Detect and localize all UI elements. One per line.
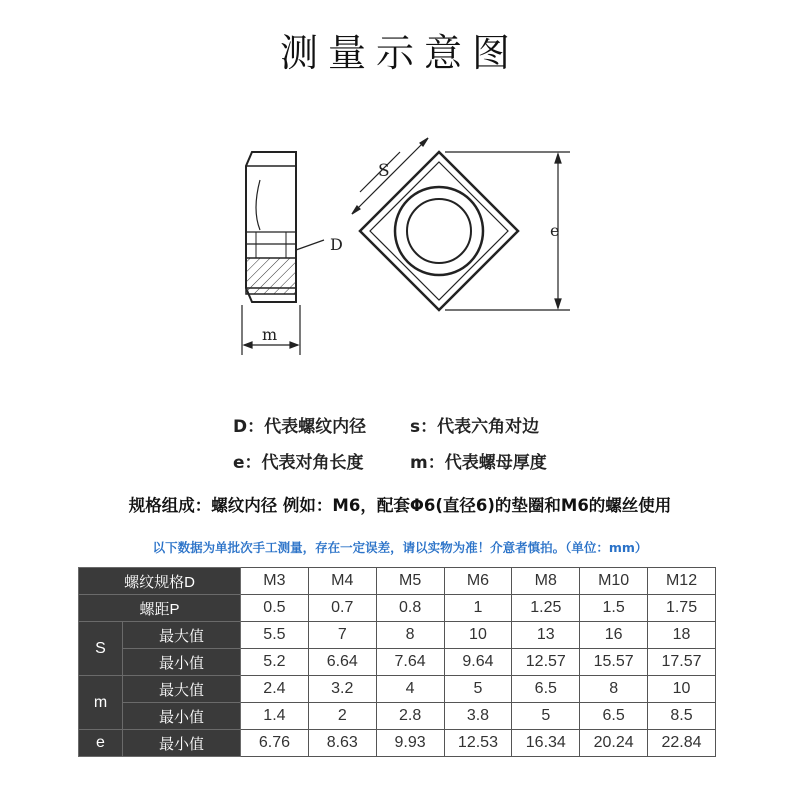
e-min-cell: 16.34: [512, 730, 580, 757]
m-max-cell: 10: [648, 676, 716, 703]
label-e: e: [550, 221, 560, 240]
m-max-label: 最大值: [123, 676, 241, 703]
nut-side-view: [246, 152, 296, 302]
m-max-cell: 8: [580, 676, 648, 703]
spec-table: [78, 567, 716, 757]
s-max-cell: 10: [444, 622, 512, 649]
m-max-cell: 5: [444, 676, 512, 703]
legend-s: s：代表六角对边: [410, 417, 540, 437]
table-row-s-min: [79, 649, 716, 676]
pitch-cell: 1.25: [512, 595, 580, 622]
pitch-cell: 1.5: [580, 595, 648, 622]
label-S: S: [378, 161, 390, 181]
s-min-cell: 5.2: [241, 649, 309, 676]
s-max-cell: 5.5: [241, 622, 309, 649]
size-cell: M8: [512, 568, 580, 595]
e-min-cell: 6.76: [241, 730, 309, 757]
e-min-cell: 20.24: [580, 730, 648, 757]
legend-e: e：代表对角长度: [233, 453, 364, 473]
nut-measurement-diagram: [200, 110, 600, 370]
m-min-cell: 8.5: [648, 703, 716, 730]
s-max-cell: 7: [308, 622, 376, 649]
group-S: S: [79, 622, 123, 676]
size-cell: M6: [444, 568, 512, 595]
pitch-cell: 1: [444, 595, 512, 622]
s-min-cell: 9.64: [444, 649, 512, 676]
pitch-cell: 0.8: [376, 595, 444, 622]
e-min-cell: 12.53: [444, 730, 512, 757]
pitch-label: 螺距P: [79, 595, 241, 622]
group-e: e: [79, 730, 123, 757]
table-row-size: [79, 568, 716, 595]
m-max-cell: 4: [376, 676, 444, 703]
size-cell: M12: [648, 568, 716, 595]
s-max-label: 最大值: [123, 622, 241, 649]
table-row-e-min: [79, 730, 716, 757]
size-cell: M3: [241, 568, 309, 595]
pitch-cell: 0.7: [308, 595, 376, 622]
table-row-s-max: [79, 622, 716, 649]
spec-description: 规格组成：螺纹内径 例如：M6，配套Φ6(直径6)的垫圈和M6的螺丝使用: [128, 496, 672, 515]
legend-m: m：代表螺母厚度: [410, 453, 547, 473]
s-max-cell: 18: [648, 622, 716, 649]
page-title: 测量示意图: [279, 31, 520, 75]
m-max-cell: 6.5: [512, 676, 580, 703]
s-min-cell: 6.64: [308, 649, 376, 676]
m-min-cell: 5: [512, 703, 580, 730]
m-min-cell: 2: [308, 703, 376, 730]
s-max-cell: 16: [580, 622, 648, 649]
legend-D: D：代表螺纹内径: [233, 417, 367, 437]
e-min-cell: 9.93: [376, 730, 444, 757]
label-D: D: [330, 235, 343, 254]
s-min-cell: 7.64: [376, 649, 444, 676]
e-min-cell: 22.84: [648, 730, 716, 757]
s-min-cell: 12.57: [512, 649, 580, 676]
s-min-cell: 15.57: [580, 649, 648, 676]
table-row-pitch: [79, 595, 716, 622]
size-cell: M5: [376, 568, 444, 595]
m-max-cell: 3.2: [308, 676, 376, 703]
m-max-cell: 2.4: [241, 676, 309, 703]
size-cell: M10: [580, 568, 648, 595]
group-m: m: [79, 676, 123, 730]
size-cell: M4: [308, 568, 376, 595]
s-min-label: 最小值: [123, 649, 241, 676]
m-min-cell: 2.8: [376, 703, 444, 730]
s-max-cell: 8: [376, 622, 444, 649]
e-min-cell: 8.63: [308, 730, 376, 757]
m-min-label: 最小值: [123, 703, 241, 730]
header-size-label: 螺纹规格D: [79, 568, 241, 595]
table-row-m-min: [79, 703, 716, 730]
m-min-cell: 6.5: [580, 703, 648, 730]
table-row-m-max: [79, 676, 716, 703]
s-max-cell: 13: [512, 622, 580, 649]
s-min-cell: 17.57: [648, 649, 716, 676]
m-min-cell: 3.8: [444, 703, 512, 730]
e-min-label: 最小值: [123, 730, 241, 757]
label-m: m: [262, 325, 278, 344]
measurement-note: 以下数据为单批次手工测量，存在一定误差，请以实物为准！介意者慎拍。（单位：mm）: [152, 540, 648, 555]
m-min-cell: 1.4: [241, 703, 309, 730]
pitch-cell: 1.75: [648, 595, 716, 622]
dimension-D: [296, 235, 343, 254]
pitch-cell: 0.5: [241, 595, 309, 622]
